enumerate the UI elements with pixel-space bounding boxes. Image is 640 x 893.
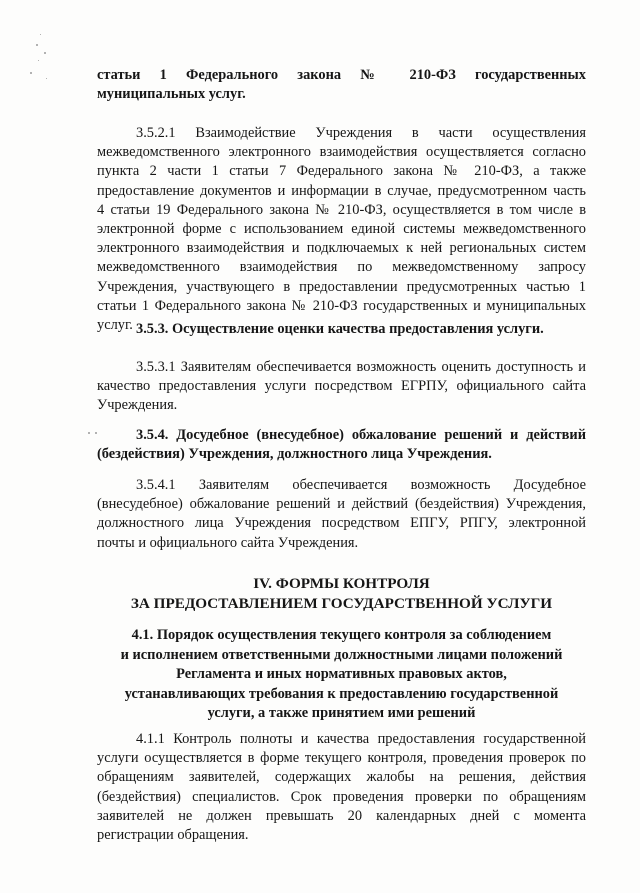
text-line: почты и официального сайта Учреждения. <box>97 534 359 551</box>
text-line: 4.1.1 Контроль полноты и качества предоставления государственной <box>136 731 586 747</box>
scan-speck <box>30 72 32 74</box>
text-line: услуг. <box>97 317 133 334</box>
text-line: заявителей не должен превышать 20 календарных дней с момента <box>97 807 586 824</box>
text-line: электронного взаимодействия и подключаемых к ней региональных систем <box>97 240 586 257</box>
text-line: 3.5.4.1 Заявителям обеспечивается возможность Досудебное <box>136 477 586 493</box>
text-line: статьи 1 Федерального закона № 210-ФЗ государственных <box>97 67 586 83</box>
text-line: IV. ФОРМЫ КОНТРОЛЯ <box>253 575 430 592</box>
text-line: статьи 1 Федерального закона № 210-ФЗ государственных и муниципальных <box>97 297 586 314</box>
text-line: Учреждения, участвующего в предоставлении предусмотренных частью 1 <box>97 278 586 295</box>
text-line: 4 статьи 19 Федерального закона № 210-ФЗ, осуществляется в том числе в <box>97 201 586 218</box>
scan-speck <box>38 60 39 61</box>
text-line: межведомственного взаимодействия по межведомственному запросу <box>97 259 586 276</box>
text-line: 3.5.4. Досудебное (внесудебное) обжалование решений и действий <box>136 427 586 443</box>
text-line: ЗА ПРЕДОСТАВЛЕНИЕМ ГОСУДАРСТВЕННОЙ УСЛУГИ <box>130 595 553 612</box>
heading-3-5-3 <box>97 320 586 339</box>
scan-speck <box>88 432 90 434</box>
text-line: межведомственного электронного взаимодействия осуществляется согласно <box>97 144 586 161</box>
scan-speck <box>36 44 38 46</box>
scan-speck <box>44 52 46 54</box>
text-line: 3.5.3. Осуществление оценки качества предоставления услуги. <box>136 321 544 337</box>
text-line: услуги осуществляется в форме текущего контроля, проведения проверок по <box>97 750 586 767</box>
scan-speck <box>46 78 47 79</box>
text-line: (бездействия) специалистов. Срок проведения проверки по обращениям <box>97 788 586 805</box>
text-line: (внесудебное) обжалование решений и действий (бездействия) Учреждения, <box>97 496 586 513</box>
text-line: предоставление документов и информации в случае, предусмотренном часть <box>97 182 586 199</box>
text-line: обращениям заявителей, содержащих жалобы на решения, действия <box>97 769 586 786</box>
text-line: регистрации обращения. <box>97 827 249 844</box>
text-line: должностного лица Учреждения посредством ЕПГУ, РПГУ, электронной <box>97 515 586 532</box>
text-line: устанавливающих требования к предоставлению государственной <box>124 685 559 702</box>
text-line: муниципальных услуг. <box>97 86 246 103</box>
text-line: пункта 2 части 1 статьи 7 Федерального закона № 210-ФЗ, а также <box>97 163 586 180</box>
text-line: (бездействия) Учреждения, должностного лица Учреждения. <box>97 446 492 463</box>
text-line: и исполнением ответственными должностными лицами положений <box>120 646 563 663</box>
text-line: 3.5.2.1 Взаимодействие Учреждения в части осуществления <box>136 125 586 141</box>
text-line: услуги, а также принятием ими решений <box>207 705 476 722</box>
paragraph-3-5-3-1 <box>97 358 586 416</box>
scan-speck <box>40 34 41 35</box>
paragraph-3-5-2-1 <box>97 124 586 335</box>
text-line: 3.5.3.1 Заявителям обеспечивается возможность оценить доступность и <box>136 359 586 375</box>
heading-3-5-4 <box>97 426 586 464</box>
paragraph-3-5-4-1 <box>97 476 586 553</box>
text-line: электронной форме с использованием единой системы межведомственного <box>97 221 586 238</box>
continuation-paragraph <box>97 66 586 104</box>
text-line: Регламента и иных нормативных правовых актов, <box>176 666 507 683</box>
text-line: Учреждения. <box>97 397 178 414</box>
text-line: качество предоставления услуги посредством ЕГРПУ, официального сайта <box>97 378 586 395</box>
paragraph-4-1-1 <box>97 730 586 845</box>
heading-4-1 <box>97 626 586 724</box>
text-line: 4.1. Порядок осуществления текущего контроля за соблюдением <box>131 627 552 643</box>
section-iv-title <box>97 574 586 614</box>
